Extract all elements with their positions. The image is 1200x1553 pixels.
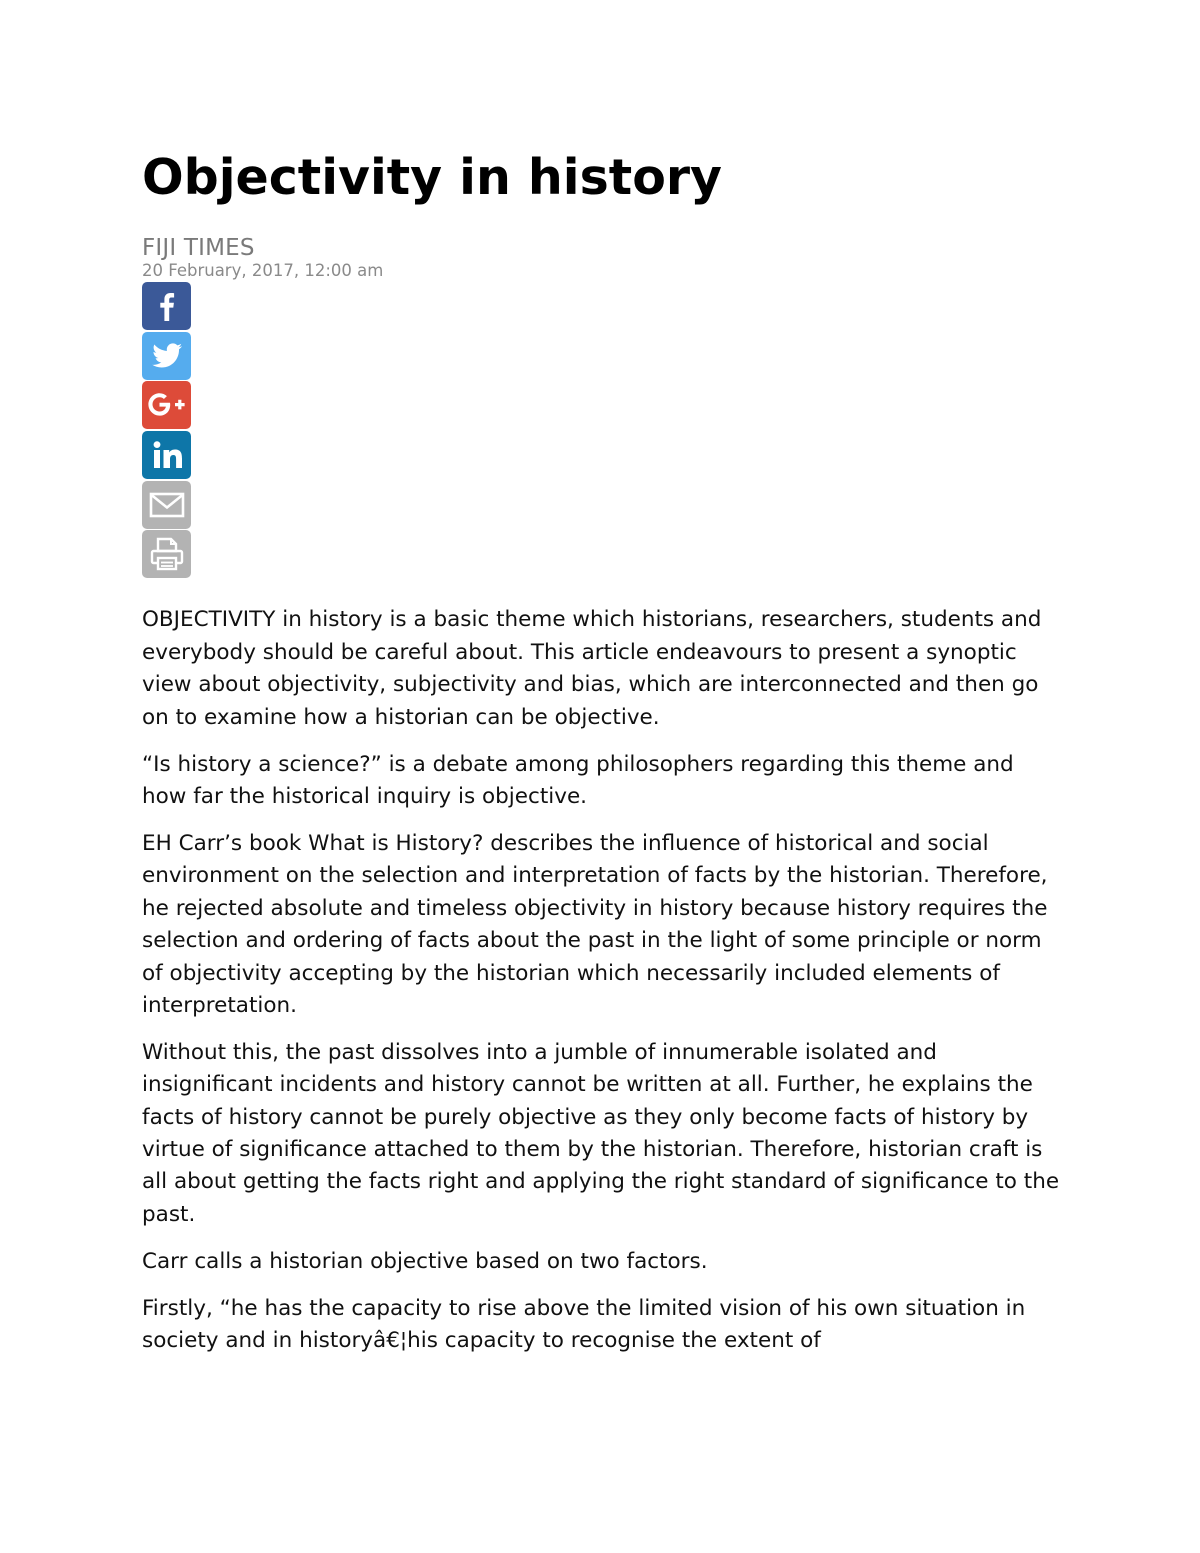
linkedin-icon [152, 440, 182, 470]
email-share-button[interactable] [142, 481, 191, 529]
facebook-share-button[interactable] [142, 282, 191, 330]
envelope-icon [149, 492, 185, 518]
print-button[interactable] [142, 530, 191, 578]
article-date: 20 February, 2017, 12:00 am [142, 261, 384, 280]
paragraph: “Is history a science?” is a debate among philosophers regarding this theme and how far the historical inquiry is objective. [142, 751, 1014, 809]
paragraph: OBJECTIVITY in history is a basic theme which historians, researchers, students and everybody should be careful about. This article endeavours to present a synoptic view about objectivity, subjectivity and bias, which are interconnected and then go on to examine how a historian can be objective. [142, 607, 1042, 730]
google-plus-share-button[interactable] [142, 381, 191, 429]
paragraph: Firstly, “he has the capacity to rise above the limited vision of his own situation in society and in historyâ€¦his capacity to recognise the extent of [142, 1295, 1026, 1354]
article [142, 148, 1062, 1372]
article-body [142, 604, 1062, 1357]
paragraph: Without this, the past dissolves into a jumble of innumerable isolated and insignificant incidents and history cannot be written at all. Further, he explains the facts of history cannot be purely objective as they only become facts of history by virtue of significance attached to them by the historian. Therefore, historian craft is all about getting the facts right and applying the right standard of significance to the past. [142, 1039, 1060, 1227]
google-plus-icon [147, 392, 187, 418]
paragraph: EH Carr’s book What is History? describes the influence of historical and social environment on the selection and interpretation of facts by the historian. Therefore, he rejected absolute and timeless objectivity in history because history requires the selection and ordering of facts about the past in the light of some principle or norm of objectivity accepting by the historian which necessarily included elements of interpretation. [142, 830, 1048, 1018]
twitter-icon [151, 342, 183, 370]
share-buttons [142, 282, 191, 578]
linkedin-share-button[interactable] [142, 431, 191, 479]
facebook-icon [153, 291, 181, 321]
paragraph: Carr calls a historian objective based on two factors. [142, 1248, 708, 1274]
article-source: FIJI TIMES [142, 235, 255, 261]
article-title: Objectivity in history [142, 149, 722, 206]
printer-icon [149, 536, 185, 572]
twitter-share-button[interactable] [142, 332, 191, 380]
